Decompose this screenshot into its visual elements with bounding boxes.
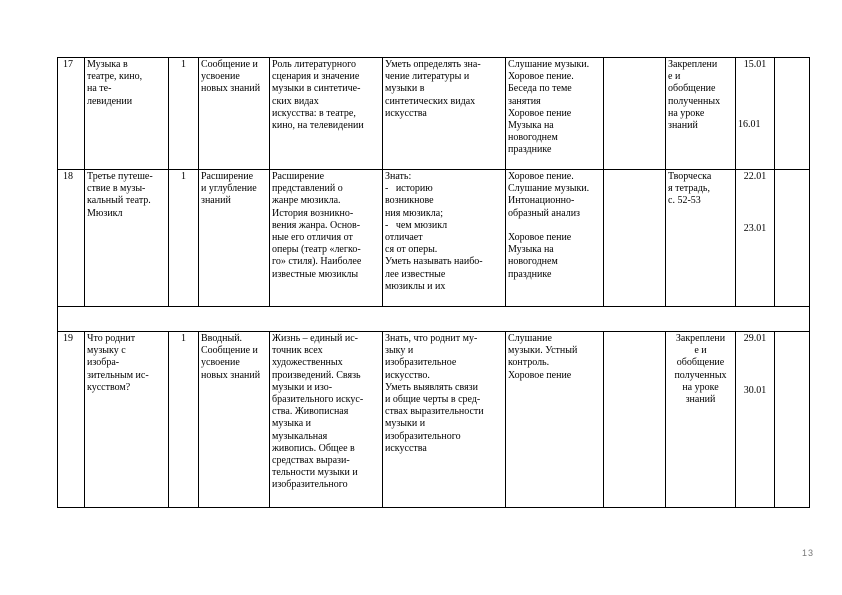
lesson-homework: Закреплени е и обобщение полученных на уроке знаний xyxy=(666,332,736,508)
lesson-content: Роль литературного сценария и значение музыки в синтетиче- ских видах искусства: в театре, кино, на телевидении xyxy=(270,58,383,170)
lesson-number: 18 xyxy=(58,170,85,307)
separator-cell xyxy=(58,307,810,332)
lesson-notes xyxy=(775,170,810,307)
lesson-content: Жизнь – единый ис- точник всех художественных произведений. Связь музыки и изо- бразительного искус- ства. Живописная музыка и музыкальная живопись. Общее в средствах вырази- тельности музыки и изобразительного xyxy=(270,332,383,508)
lesson-type: Сообщение и усвоение новых знаний xyxy=(199,58,270,170)
lesson-extra xyxy=(604,170,666,307)
lesson-activities: Слушание музыки. Устный контроль. Хоровое пение xyxy=(506,332,604,508)
lesson-date-actual: 16.01 xyxy=(738,119,761,131)
lesson-date-planned: 15.01 xyxy=(743,59,767,70)
lesson-homework: Закреплени е и обобщение полученных на уроке знаний xyxy=(666,58,736,170)
lesson-number: 19 xyxy=(58,332,85,508)
lesson-hours: 1 xyxy=(169,170,199,307)
lesson-notes xyxy=(775,332,810,508)
separator-row xyxy=(58,307,810,332)
page-number: 13 xyxy=(802,548,815,558)
lesson-type: Вводный. Сообщение и усвоение новых знаний xyxy=(199,332,270,508)
table-row xyxy=(58,170,810,307)
lesson-content: Расширение представлений о жанре мюзикла. История возникно- вения жанра. Основ- ные его отличия от оперы (театр «легко- го» стиля). Наиболее известные мюзиклы xyxy=(270,170,383,307)
lesson-topic: Музыка в театре, кино, на те- левидении xyxy=(85,58,169,170)
lesson-date-actual: 23.01 xyxy=(743,223,767,235)
lesson-requirements: Уметь определять зна- чение литературы и музыки в синтетических видах искусства xyxy=(383,58,506,170)
lesson-topic: Что роднит музыку с изобра- зительным ис- кусством? xyxy=(85,332,169,508)
lesson-homework: Творческа я тетрадь, с. 52-53 xyxy=(666,170,736,307)
lesson-extra xyxy=(604,332,666,508)
lesson-plan-table xyxy=(57,57,810,508)
lesson-extra xyxy=(604,58,666,170)
lesson-dates xyxy=(736,58,775,170)
lesson-activities: Хоровое пение. Слушание музыки. Интонационно- образный анализ Хоровое пение Музыка на новогоднем празднике xyxy=(506,170,604,307)
lesson-hours: 1 xyxy=(169,332,199,508)
lesson-activities: Слушание музыки. Хоровое пение. Беседа по теме занятия Хоровое пение Музыка на новогоднем празднике xyxy=(506,58,604,170)
lesson-topic: Третье путеше- ствие в музы- кальный театр. Мюзикл xyxy=(85,170,169,307)
lesson-type: Расширение и углубление знаний xyxy=(199,170,270,307)
lesson-hours: 1 xyxy=(169,58,199,170)
table-row xyxy=(58,332,810,508)
lesson-notes xyxy=(775,58,810,170)
lesson-requirements: Знать: - историю возникнове ния мюзикла; - чем мюзикл отличает ся от оперы. Уметь называть наибо- лее известные мюзиклы и их xyxy=(383,170,506,307)
lesson-date-actual: 30.01 xyxy=(743,385,767,397)
lesson-date-planned: 29.01 xyxy=(743,333,767,344)
lesson-dates xyxy=(736,332,775,508)
table-row xyxy=(58,58,810,170)
lesson-dates xyxy=(736,170,775,307)
lesson-requirements: Знать, что роднит му- зыку и изобразительное искусство. Уметь выявлять связи и общие черты в сред- ствах выразительности музыки и изобразительного искусства xyxy=(383,332,506,508)
lesson-date-planned: 22.01 xyxy=(743,171,767,182)
lesson-number: 17 xyxy=(58,58,85,170)
